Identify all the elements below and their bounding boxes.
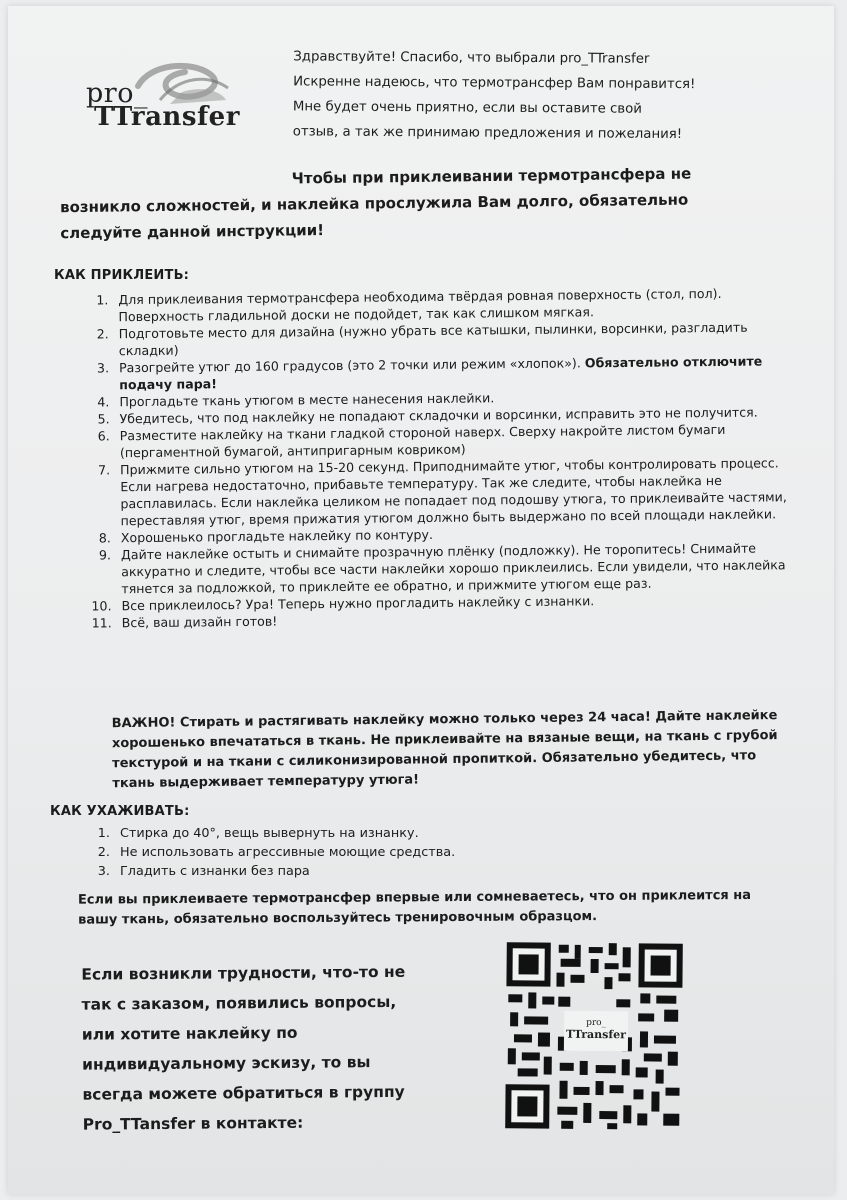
qr-center-logo	[564, 1011, 628, 1052]
list-item	[69, 539, 789, 598]
qr-logo-line1: pro_	[586, 1017, 607, 1029]
warning-line: хорошенько впечататься в ткань. Не приклеивайте на вязаные вещи, на ткань с грубой	[111, 728, 778, 752]
step-number: 2.	[97, 845, 110, 860]
step-text: Гладить с изнанки без пара	[120, 864, 310, 879]
list-item	[68, 824, 628, 843]
note-line: вашу ткань, обязательно воспользуйтесь тренировочным образцом.	[78, 909, 598, 928]
contact-line: или хотите наклейку по	[81, 1023, 298, 1044]
step-text: Прижмите сильно утюгом на 15-20 секунд. Приподнимайте утюг, чтобы контролировать процесс. Если нагрева недостаточно, прибавьте температуру. Так же следите, чтобы наклейка не расплавилась. Если наклейка целиком не попадает под подошву утюга, то приклеивайте частями, переставляя утюг, время прижатия утюгом должно быть выдержано по всей площади наклейки.	[120, 455, 787, 529]
step-number: 3.	[96, 360, 110, 376]
greeting-line: Мне будет очень приятно, если вы оставите свой	[292, 99, 643, 117]
step-text: Всё, ваш дизайн готов!	[121, 613, 278, 631]
note-line: Если вы приклеиваете термотрансфер впервые или сомневаетесь, что он приклеится на	[77, 887, 752, 908]
intro-text	[60, 160, 761, 247]
warning-line: текстурой и на ткани с силиконизированной пропиткой. Обязательно убедитесь, что	[112, 748, 757, 772]
instruction-sheet	[8, 6, 834, 1194]
greeting-line: отзыв, а так же принимаю предложения и пожелания!	[292, 124, 683, 143]
step-number: 10.	[91, 598, 112, 614]
step-text-plain: Разогрейте утюг до 160 градусов (это 2 точки или режим «хлопок»).	[118, 355, 581, 376]
beginner-note	[78, 885, 838, 930]
contact-line: Pro_TTansfer в контакте:	[82, 1113, 304, 1134]
step-number: 7.	[97, 462, 111, 478]
warning-line: ткань выдерживает температуру утюга!	[112, 772, 420, 792]
step-text: Прогладьте ткань утюгом в месте нанесения наклейки.	[119, 390, 495, 410]
step-number: 4.	[97, 394, 110, 410]
step-text: Разместите наклейку на ткани гладкой стороной наверх. Сверху накройте листом бумаги (пергаментной бумагой, антипригарным ковриком)	[119, 421, 726, 461]
step-number: 8.	[98, 530, 111, 546]
warning-line: ВАЖНО! Стирать и растягивать наклейку можно только через 24 часа! Дайте наклейке	[111, 708, 778, 732]
intro-line: следуйте данной инструкции!	[60, 221, 325, 243]
step-text-bold: Обязательно отключите подачу пара!	[119, 353, 763, 393]
step-number: 1.	[97, 826, 110, 841]
contact-line: так с заказом, появились вопросы,	[81, 992, 397, 1014]
contact-text	[81, 956, 463, 1139]
list-item	[68, 862, 628, 881]
care-title: КАК УХАЖИВАТЬ:	[50, 804, 190, 819]
step-text: Дайте наклейке остыть и снимайте прозрачную плёнку (подложку). Не торопитесь! Снимайте аккуратно и следите, чтобы все части наклейки хорошо приклеились. Если увидели, что наклейка тянется за подложкой, то приклейте ее обратно, и прижмите утюгом еще раз.	[120, 540, 786, 597]
step-number: 2.	[96, 326, 109, 342]
step-number: 9.	[98, 547, 112, 563]
step-text: Для приклеивания термотрансфера необходима твёрдая ровная поверхность (стол, пол). Поверхность гладильной доски не подойдет, так как слишком мягкая.	[118, 285, 722, 325]
list-item	[68, 843, 628, 862]
step-text: Стирка до 40°, вещь вывернуть на изнанку.	[120, 826, 419, 841]
step-text: Не использовать агрессивные моющие средства.	[120, 845, 456, 860]
care-steps	[68, 824, 628, 881]
brand-logo	[80, 56, 290, 156]
step-number: 3.	[97, 864, 110, 879]
how-to-steps	[66, 284, 790, 632]
intro-line: Чтобы при приклеивании термотрансфера не	[291, 164, 692, 188]
logo-text-line1: pro_	[86, 78, 148, 109]
step-number: 5.	[97, 411, 110, 427]
step-text: Убедитесь, что под наклейку не попадают складочки и ворсинки, исправить это не получится.	[119, 404, 758, 427]
step-number: 11.	[91, 615, 112, 631]
step-number: 1.	[96, 292, 109, 308]
contact-line: всегда можете обратиться в группу	[82, 1082, 405, 1104]
list-item	[68, 454, 789, 530]
step-number: 6.	[97, 428, 110, 444]
greeting-line: Здравствуйте! Спасибо, что выбрали pro_TTransfer	[293, 49, 650, 67]
qr-code[interactable]	[503, 940, 685, 1132]
greeting-text	[293, 44, 774, 147]
step-text: Все приклеилось? Ура! Теперь нужно прогладить наклейку с изнанки.	[121, 593, 595, 614]
warning-text	[112, 706, 803, 794]
intro-line: возникло сложностей, и наклейка прослужила Вам долго, обязательно	[59, 190, 689, 217]
step-text: Хорошенько прогладьте наклейку по контуру.	[120, 526, 434, 546]
how-to-title: КАК ПРИКЛЕИТЬ:	[54, 268, 190, 283]
step-text: Подготовьте место для дизайна (нужно убрать все катышки, пылинки, ворсинки, разгладить складки)	[118, 319, 748, 359]
logo-text-line2: TTransfer	[94, 102, 240, 132]
greeting-line: Искренне надеюсь, что термотрансфер Вам понравится!	[293, 74, 696, 93]
qr-logo-line2: TTransfer	[566, 1027, 626, 1042]
contact-line: Если возникли трудности, что-то не	[81, 962, 406, 984]
contact-line: индивидуальному эскизу, то вы	[82, 1053, 371, 1074]
